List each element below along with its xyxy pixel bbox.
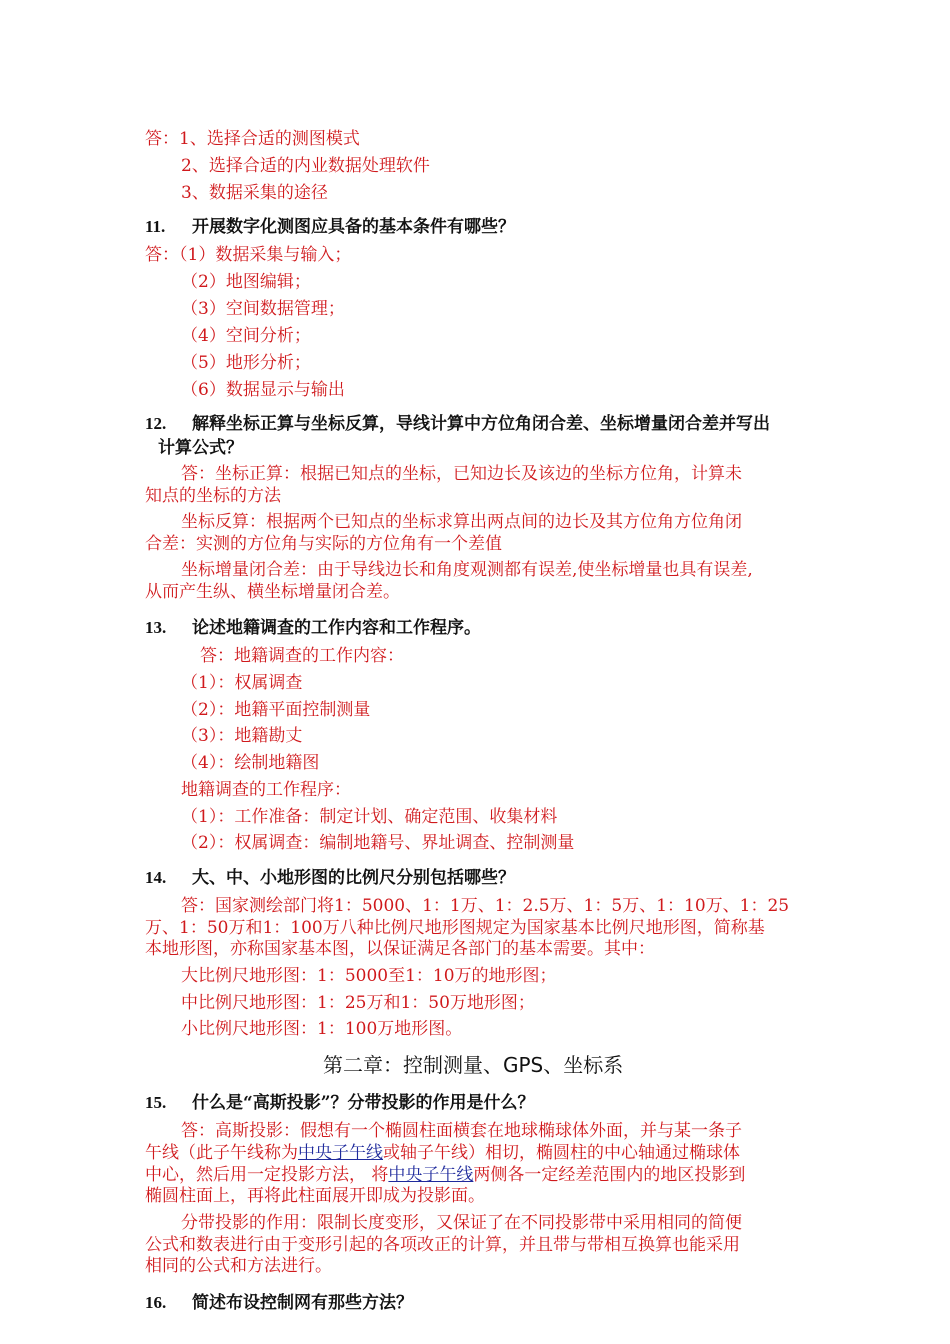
q10-answer-line-3: 3、数据采集的途径 [181,183,328,203]
q12-answer-line-4: 合差：实测的方位角与实际的方位角有一个差值 [145,534,502,554]
q12-answer-line-3: 坐标反算：根据两个已知点的坐标求算出两点间的边长及其方位角方位角闭 [181,512,742,532]
question-15 [145,1092,535,1114]
question-text: 论述地籍调查的工作内容和工作程序。 [192,618,481,638]
q15-answer-line-1: 答：高斯投影：假想有一个椭圆柱面横套在地球椭球体外面，并与某一条子 [181,1121,742,1141]
q12-answer-line-5: 坐标增量闭合差：由于导线边长和角度观测都有误差,使坐标增量也具有误差, [181,560,753,580]
q14-answer-line-2: 万、1：50万和1：100万八种比例尺地形图规定为国家基本比例尺地形图，简称基 [145,918,765,938]
question-text: 大、中、小地形图的比例尺分别包括哪些？ [192,868,515,888]
question-number: 13. [145,618,167,637]
question-text: 简述布设控制网有那些方法？ [192,1293,413,1313]
central-meridian-link[interactable]: 中央子午线 [298,1143,383,1163]
q14-answer-line-5: 中比例尺地形图：1：25万和1：50万地形图； [181,993,535,1013]
q15-answer-line-3 [145,1164,745,1186]
text-run: 午线（此子午线称为 [145,1143,298,1163]
q13-answer-line-3: （2）：地籍平面控制测量 [181,700,371,720]
q14-answer-line-4: 大比例尺地形图：1：5000至1：10万的地形图； [181,966,557,986]
q10-answer-line-2: 2、选择合适的内业数据处理软件 [181,156,430,176]
q11-answer-line-2: （2）地图编辑； [181,272,311,292]
question-11 [145,216,515,238]
text-run: 中心，然后用一定投影方法， 将 [145,1165,389,1185]
question-16 [145,1292,413,1314]
question-number: 11. [145,217,166,236]
question-number: 15. [145,1093,167,1112]
chapter-heading: 第二章：控制测量、GPS、坐标系 [323,1053,624,1077]
q11-answer-line-5: （5）地形分析； [181,353,311,373]
q14-answer-line-1: 答：国家测绘部门将1：5000、1：1万、1：2.5万、1：5万、1：10万、1：25 [181,896,790,916]
question-13 [145,617,481,639]
q11-answer-line-4: （4）空间分析； [181,326,311,346]
q11-answer-line-3: （3）空间数据管理； [181,299,345,319]
q10-answer-line-1: 答：1、选择合适的测图模式 [145,129,360,149]
q15-answer-line-5: 分带投影的作用：限制长度变形，又保证了在不同投影带中采用相同的简便 [181,1213,742,1233]
question-12 [145,413,770,435]
q13-answer-line-5: （4）：绘制地籍图 [181,753,320,773]
question-text: 什么是“高斯投影”？分带投影的作用是什么？ [192,1093,535,1113]
question-12-line-2: 计算公式？ [158,438,243,458]
q13-answer-line-7: （1）：工作准备：制定计划、确定范围、收集材料 [181,807,558,827]
question-number: 14. [145,868,167,887]
question-number: 12. [145,414,167,433]
q13-answer-line-2: （1）：权属调查 [181,673,303,693]
q15-answer-line-2 [145,1142,740,1164]
q11-answer-line-6: （6）数据显示与输出 [181,380,345,400]
q13-answer-line-4: （3）：地籍勘丈 [181,726,303,746]
q12-answer-line-1: 答：坐标正算：根据已知点的坐标，已知边长及该边的坐标方位角，计算未 [181,464,742,484]
q12-answer-line-6: 从而产生纵、横坐标增量闭合差。 [145,582,400,602]
question-text-line-1: 解释坐标正算与坐标反算，导线计算中方位角闭合差、坐标增量闭合差并写出 [192,414,770,434]
text-run: 或轴子午线）相切，椭圆柱的中心轴通过椭球体 [383,1143,740,1163]
q12-answer-line-2: 知点的坐标的方法 [145,486,281,506]
text-run: 两侧各一定经差范围内的地区投影到 [473,1165,746,1185]
q15-answer-line-6: 公式和数表进行由于变形引起的各项改正的计算，并且带与带相互换算也能采用 [145,1235,740,1255]
central-meridian-link[interactable]: 中央子午线 [388,1165,474,1185]
q13-answer-line-6: 地籍调查的工作程序： [181,780,351,800]
q14-answer-line-6: 小比例尺地形图：1：100万地形图。 [181,1019,463,1039]
q15-answer-line-7: 相同的公式和方法进行。 [145,1256,332,1276]
q15-answer-line-4: 椭圆柱面上，再将此柱面展开即成为投影面。 [145,1186,485,1206]
q13-answer-line-8: （2）：权属调查：编制地籍号、界址调查、控制测量 [181,833,575,853]
q14-answer-line-3: 本地形图，亦称国家基本图，以保证满足各部门的基本需要。其中： [145,939,655,959]
question-14 [145,867,515,889]
question-text: 开展数字化测图应具备的基本条件有哪些？ [192,217,515,237]
q13-answer-line-1: 答：地籍调查的工作内容： [200,646,404,666]
question-number: 16. [145,1293,167,1312]
q11-answer-line-1: 答：（1）数据采集与输入； [145,245,352,265]
